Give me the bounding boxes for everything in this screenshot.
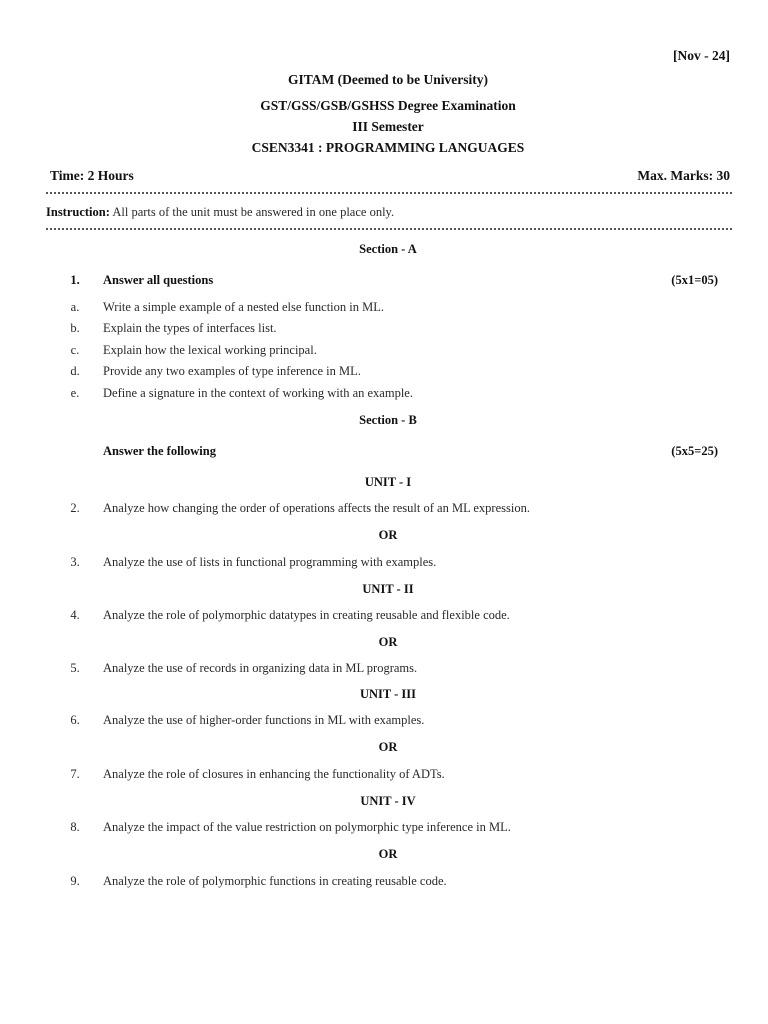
section-b-heading: Answer the following [103,444,216,458]
subquestion-text: Explain the types of interfaces list. [103,321,277,335]
instruction-text: All parts of the unit must be answered in one place only. [112,205,395,219]
question-number: 1. [70,273,80,287]
max-marks: Max. Marks: 30 [637,168,730,183]
subquestion-text: Write a simple example of a nested else function in ML. [103,300,385,314]
or-label: OR [378,528,398,542]
question-text: Analyze the use of higher-order functions in ML with examples. [103,713,425,727]
section-a-marks: (5x1=05) [671,273,718,287]
question-text: Analyze the impact of the value restriction on polymorphic type inference in ML. [103,820,511,834]
question-number: 9. [70,874,80,888]
subquestion-text: Explain how the lexical working principal. [103,343,317,357]
question-number: 5. [70,661,80,675]
unit-title: UNIT - III [359,687,417,701]
question-number: 6. [70,713,80,727]
university-name: GITAM (Deemed to be University) [288,72,488,87]
instruction-label: Instruction: [46,205,110,219]
subquestion-text: Define a signature in the context of working with an example. [103,386,413,400]
dotted-divider-bottom [46,228,732,230]
question-number: 3. [70,555,80,569]
question-text: Analyze the use of records in organizing data in ML programs. [103,661,418,675]
exam-date-tag: [Nov - 24] [673,48,730,63]
course-title: CSEN3341 : PROGRAMMING LANGUAGES [251,140,525,155]
unit-title: UNIT - II [362,582,414,596]
subquestion-label: c. [70,343,80,357]
question-text: Analyze the role of closures in enhancing the functionality of ADTs. [103,767,445,781]
question-number: 4. [70,608,80,622]
subquestion-label: e. [70,386,80,400]
section-a-heading: Answer all questions [103,273,214,287]
unit-title: UNIT - I [364,475,412,489]
or-label: OR [378,635,398,649]
subquestion-text: Provide any two examples of type inference in ML. [103,364,361,378]
dotted-divider-top [46,192,732,194]
question-text: Analyze the role of polymorphic datatypes in creating reusable and flexible code. [103,608,510,622]
or-label: OR [378,740,398,754]
subquestion-label: d. [70,364,80,378]
section-b-title: Section - B [359,413,417,427]
unit-title: UNIT - IV [360,794,416,808]
question-number: 7. [70,767,80,781]
question-number: 2. [70,501,80,515]
exam-time: Time: 2 Hours [50,168,134,183]
semester: III Semester [352,119,424,134]
instruction [46,205,394,220]
question-number: 8. [70,820,80,834]
question-text: Analyze how changing the order of operations affects the result of an ML expression. [103,501,530,515]
section-a-title: Section - A [359,242,417,256]
question-text: Analyze the role of polymorphic functions in creating reusable code. [103,874,447,888]
section-b-marks: (5x5=25) [671,444,718,458]
exam-title: GST/GSS/GSB/GSHSS Degree Examination [260,98,516,113]
subquestion-label: b. [70,321,80,335]
or-label: OR [378,847,398,861]
question-text: Analyze the use of lists in functional programming with examples. [103,555,437,569]
subquestion-label: a. [70,300,80,314]
